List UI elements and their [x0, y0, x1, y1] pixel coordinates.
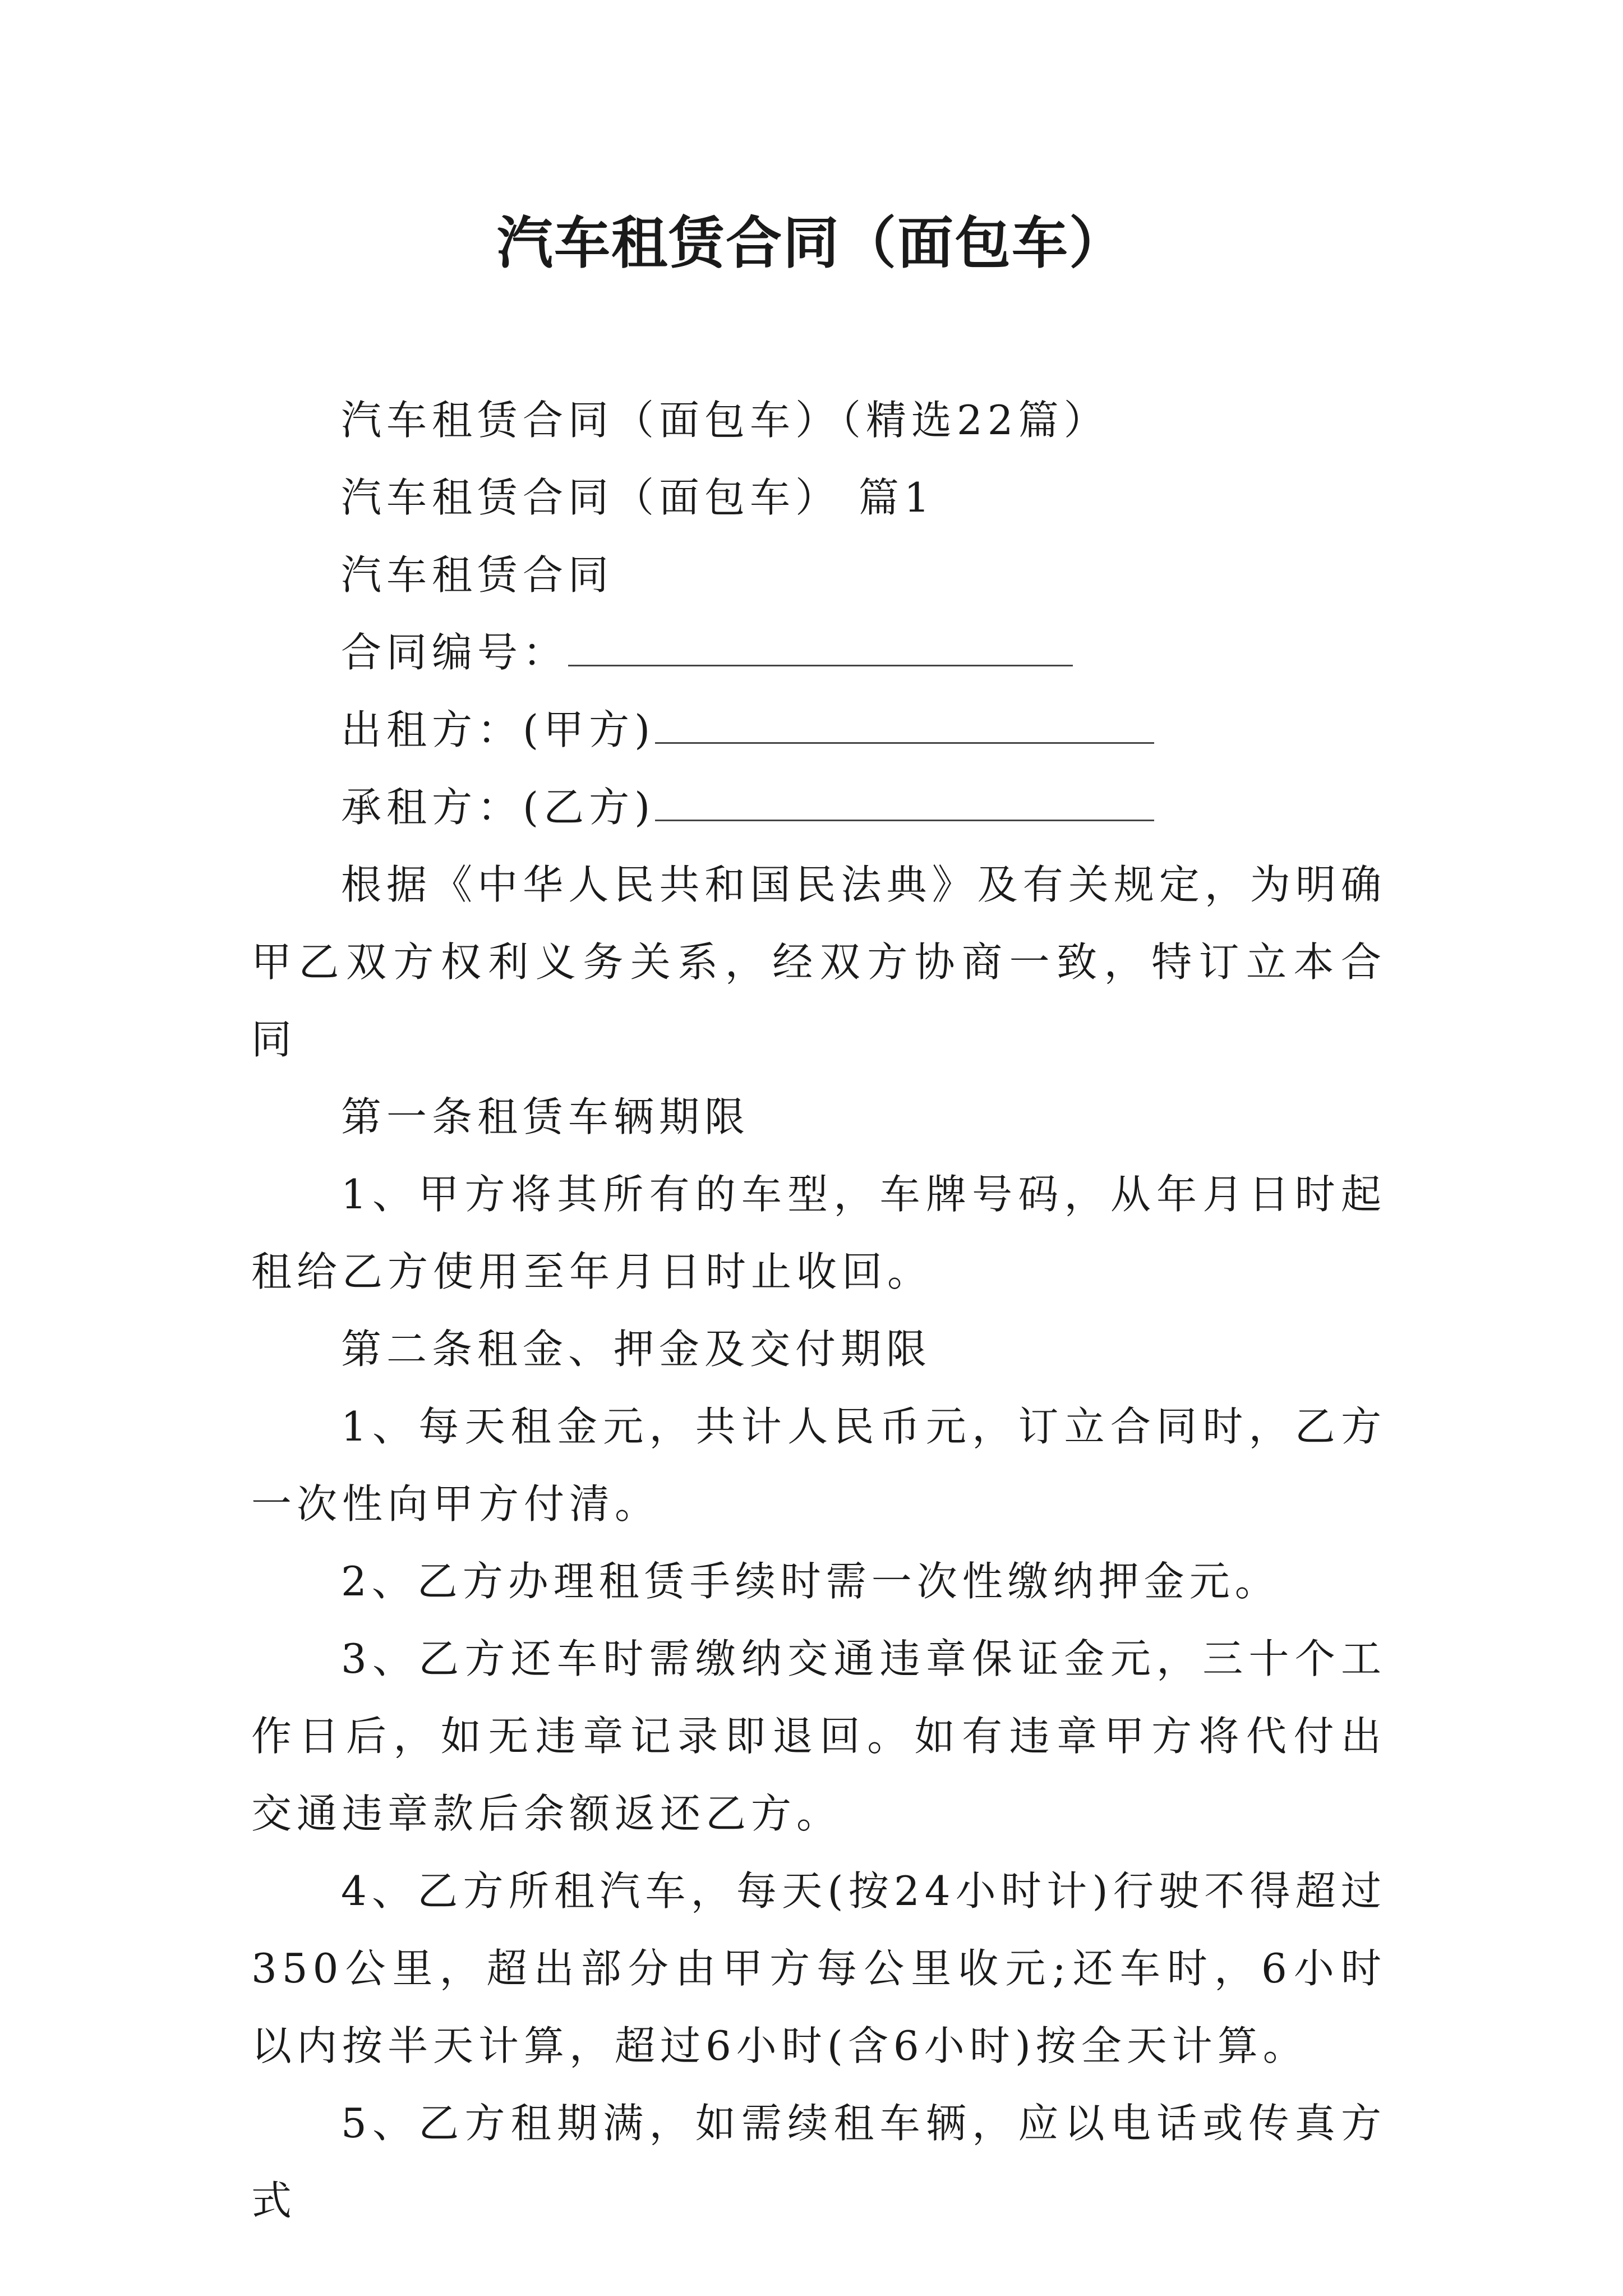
article-heading: 汽车租赁合同（面包车） 篇1 [341, 474, 935, 521]
article-2-item-2: 2、乙方办理租赁手续时需一次性缴纳押金元。 [341, 1558, 1280, 1605]
article-2-item-1: 1、每天租金元，共计人民币元，订立合同时，乙方一次性向甲方付清。 [251, 1403, 1386, 1527]
contract-number-label: 合同编号： [341, 629, 569, 676]
lessor-label: 出租方：(甲方) [341, 706, 656, 753]
article-2-item-4: 4、乙方所租汽车，每天(按24小时计)行驶不得超过350公里，超出部分由甲方每公里收元;还车时，6小时以内按半天计算，超过6小时(含6小时)按全天计算。 [251, 1867, 1386, 2069]
article-1-heading: 第一条租赁车辆期限 [341, 1093, 750, 1140]
lessor-field [251, 691, 1386, 769]
lessor-blank [655, 707, 1154, 744]
contract-number-field [251, 614, 1386, 691]
document-title: 汽车租赁合同（面包车） [497, 210, 1126, 276]
contract-number-blank [568, 630, 1073, 666]
preamble-paragraph: 根据《中华人民共和国民法典》及有关规定，为明确甲乙双方权利义务关系，经双方协商一致，特订立本合同 [251, 861, 1386, 1063]
document-body [251, 381, 1386, 2239]
lessee-label: 承租方：(乙方) [341, 784, 656, 831]
article-2-item-5: 5、乙方租期满，如需续租车辆，应以电话或传真方式 [251, 2100, 1386, 2224]
contract-heading: 汽车租赁合同 [341, 551, 614, 599]
article-2-item-3: 3、乙方还车时需缴纳交通违章保证金元，三十个工作日后，如无违章记录即退回。如有违章甲方将代付出交通违章款后余额返还乙方。 [251, 1635, 1386, 1837]
article-1-item-1: 1、甲方将其所有的车型，车牌号码，从年月日时起租给乙方使用至年月日时止收回。 [251, 1171, 1386, 1295]
lessee-blank [655, 785, 1154, 821]
article-2-heading: 第二条租金、押金及交付期限 [341, 1326, 932, 1373]
lessee-field [251, 769, 1386, 846]
collection-heading: 汽车租赁合同（面包车）（精选22篇） [341, 397, 1109, 444]
